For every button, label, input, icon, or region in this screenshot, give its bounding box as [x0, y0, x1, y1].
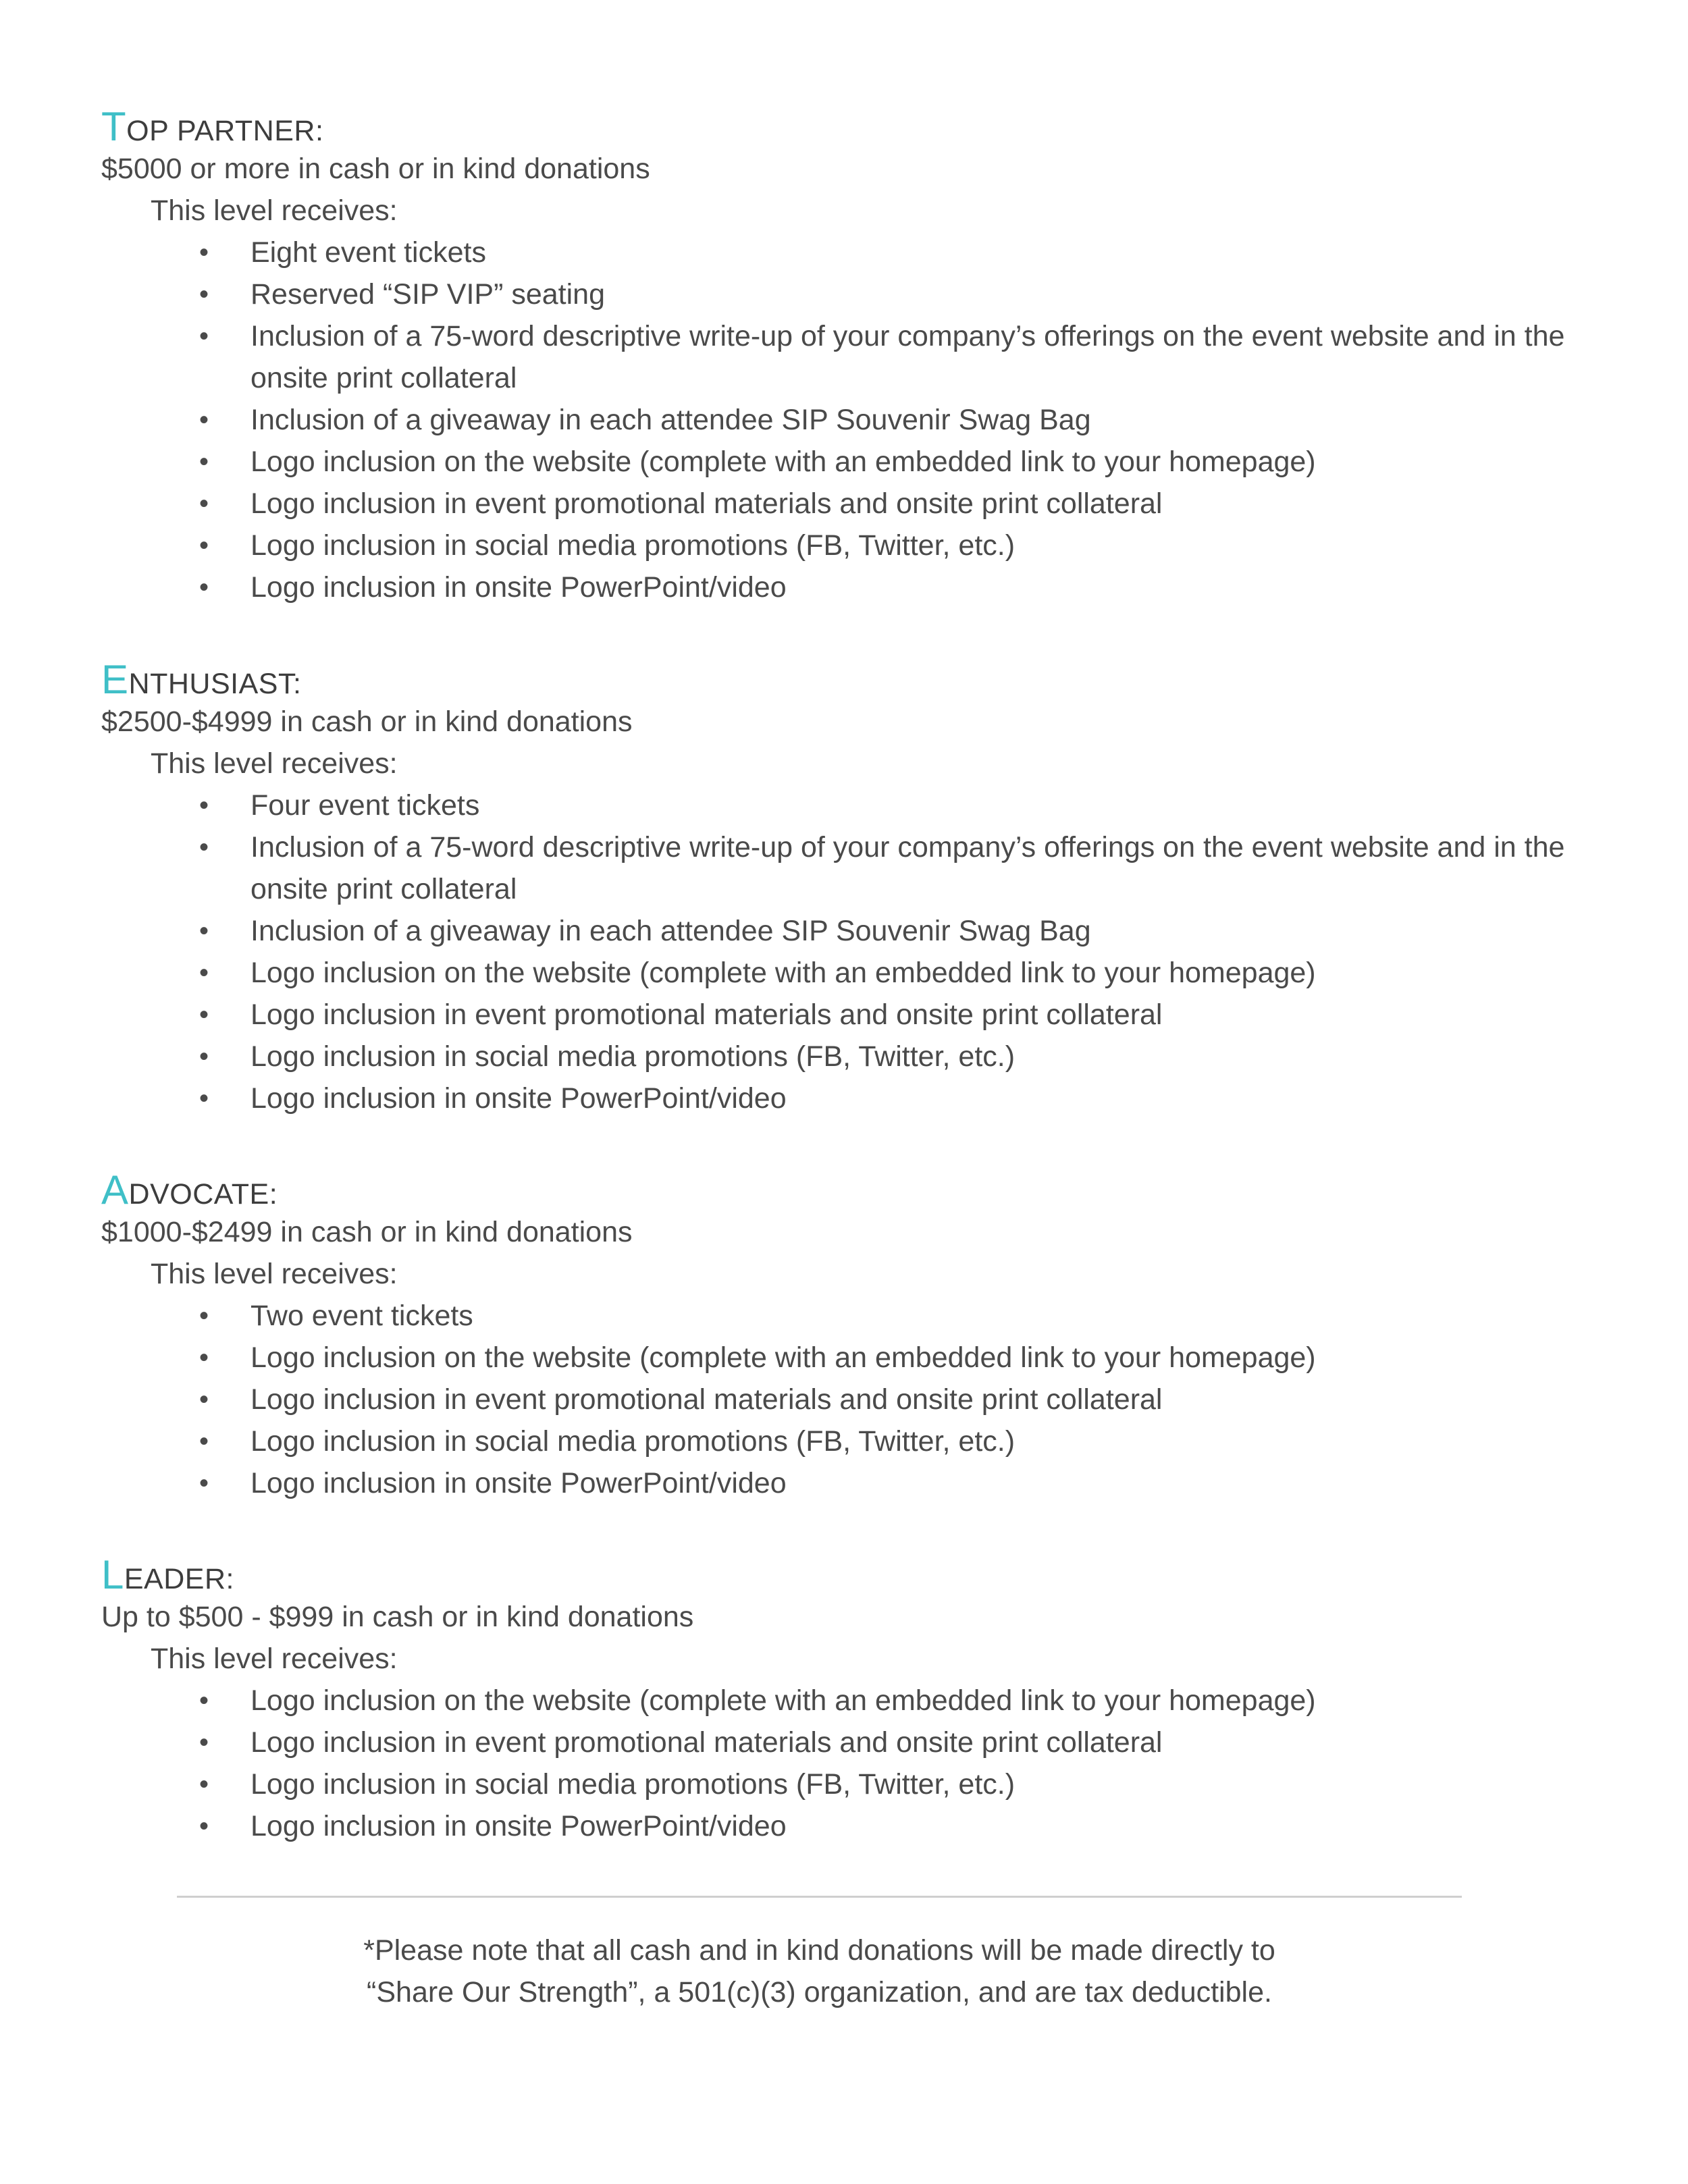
benefit-text: Logo inclusion in onsite PowerPoint/video	[250, 1082, 787, 1115]
benefit-item	[101, 441, 1620, 483]
benefit-text: Inclusion of a giveaway in each attendee SIP Souvenir Swag Bag	[250, 404, 1091, 436]
level-enthusiast	[101, 659, 1620, 1119]
level-title-rest: DVOCATE:	[128, 1178, 278, 1210]
bullet-icon: •	[199, 321, 209, 351]
benefit-text: Logo inclusion in event promotional materials and onsite print collateral	[250, 1726, 1163, 1759]
level-title-rest: OP PARTNER:	[126, 115, 324, 147]
benefit-item	[101, 1379, 1620, 1420]
bullet-icon: •	[199, 489, 209, 518]
benefit-text: Reserved “SIP VIP” seating	[250, 278, 606, 311]
bullet-icon: •	[199, 1811, 209, 1841]
level-amount: $2500-$4999 in cash or in kind donations	[101, 705, 633, 738]
level-title	[101, 106, 1620, 148]
level-title-rest: EADER:	[124, 1563, 234, 1595]
bullet-icon: •	[199, 1427, 209, 1456]
level-receives: This level receives:	[151, 1643, 398, 1675]
benefit-item	[101, 784, 1620, 826]
level-amount: Up to $500 - $999 in cash or in kind donations	[101, 1601, 694, 1633]
level-title-initial: L	[101, 1552, 124, 1597]
bullet-icon: •	[199, 1084, 209, 1113]
bullet-icon: •	[199, 1686, 209, 1715]
level-title-rest: NTHUSIAST:	[128, 668, 302, 700]
benefit-text: Eight event tickets	[250, 236, 486, 269]
bullet-icon: •	[199, 958, 209, 988]
level-receives: This level receives:	[151, 1258, 398, 1290]
footnote-divider	[177, 1896, 1462, 1898]
benefit-text: Logo inclusion in event promotional materials and onsite print collateral	[250, 998, 1163, 1031]
bullet-icon: •	[199, 1385, 209, 1414]
benefit-item	[101, 826, 1620, 910]
bullet-icon: •	[199, 791, 209, 820]
benefit-item	[101, 315, 1620, 399]
bullet-icon: •	[199, 1343, 209, 1373]
bullet-icon: •	[199, 916, 209, 946]
level-title	[101, 659, 1620, 701]
level-amount: $1000-$2499 in cash or in kind donations	[101, 1216, 633, 1248]
benefit-item	[101, 399, 1620, 441]
benefit-item	[101, 1337, 1620, 1379]
benefit-list	[101, 1680, 1620, 1847]
benefit-item	[101, 994, 1620, 1036]
benefit-item	[101, 232, 1620, 273]
benefit-item	[101, 525, 1620, 566]
benefit-item	[101, 952, 1620, 994]
level-title	[101, 1554, 1620, 1596]
benefit-text: Logo inclusion in onsite PowerPoint/video	[250, 571, 787, 604]
benefit-text: Logo inclusion on the website (complete with an embedded link to your homepage)	[250, 957, 1316, 989]
bullet-icon: •	[199, 1042, 209, 1071]
benefit-list	[101, 784, 1620, 1119]
level-leader	[101, 1554, 1620, 1847]
benefit-item	[101, 1805, 1620, 1847]
benefit-list	[101, 232, 1620, 608]
bullet-icon: •	[199, 1728, 209, 1757]
benefit-text: Logo inclusion in social media promotions (FB, Twitter, etc.)	[250, 1768, 1016, 1801]
level-top-partner	[101, 106, 1620, 608]
level-title-initial: A	[101, 1167, 129, 1213]
bullet-icon: •	[199, 531, 209, 560]
level-amount: $5000 or more in cash or in kind donations	[101, 153, 650, 185]
bullet-icon: •	[199, 1000, 209, 1030]
benefit-text: Logo inclusion on the website (complete with an embedded link to your homepage)	[250, 446, 1316, 478]
benefit-text: Logo inclusion in onsite PowerPoint/video	[250, 1810, 787, 1842]
bullet-icon: •	[199, 447, 209, 477]
benefit-item	[101, 910, 1620, 952]
benefit-text: Logo inclusion in social media promotions (FB, Twitter, etc.)	[250, 529, 1016, 562]
level-title-initial: E	[101, 657, 129, 702]
benefit-item	[101, 1420, 1620, 1462]
footnote-line: “Share Our Strength”, a 501(c)(3) organization, and are tax deductible.	[367, 1976, 1272, 2008]
benefit-item	[101, 1722, 1620, 1763]
benefit-item	[101, 1036, 1620, 1077]
benefit-text: Inclusion of a 75-word descriptive write-up of your company’s offerings on the event website and in the onsite print collateral	[250, 320, 1565, 394]
benefit-text: Four event tickets	[250, 789, 480, 822]
bullet-icon: •	[199, 238, 209, 267]
bullet-icon: •	[199, 1769, 209, 1799]
benefit-item	[101, 1462, 1620, 1504]
benefit-text: Inclusion of a 75-word descriptive write-up of your company’s offerings on the event website and in the onsite print collateral	[250, 831, 1565, 905]
bullet-icon: •	[199, 405, 209, 435]
bullet-icon: •	[199, 572, 209, 602]
benefit-text: Inclusion of a giveaway in each attendee SIP Souvenir Swag Bag	[250, 915, 1091, 947]
bullet-icon: •	[199, 279, 209, 309]
benefit-text: Logo inclusion in onsite PowerPoint/video	[250, 1467, 787, 1499]
benefit-text: Logo inclusion in event promotional materials and onsite print collateral	[250, 487, 1163, 520]
benefit-text: Logo inclusion on the website (complete with an embedded link to your homepage)	[250, 1341, 1316, 1374]
benefit-item	[101, 1295, 1620, 1337]
benefit-item	[101, 1680, 1620, 1722]
benefit-item	[101, 483, 1620, 525]
benefit-text: Logo inclusion in social media promotions (FB, Twitter, etc.)	[250, 1425, 1016, 1458]
benefit-text: Logo inclusion in event promotional materials and onsite print collateral	[250, 1383, 1163, 1416]
benefit-text: Two event tickets	[250, 1300, 473, 1332]
benefit-item	[101, 273, 1620, 315]
benefit-item	[101, 1077, 1620, 1119]
bullet-icon: •	[199, 1301, 209, 1331]
bullet-icon: •	[199, 1468, 209, 1498]
level-receives: This level receives:	[151, 194, 398, 227]
footnote	[177, 1929, 1462, 2013]
benefit-list	[101, 1295, 1620, 1504]
benefit-text: Logo inclusion on the website (complete with an embedded link to your homepage)	[250, 1684, 1316, 1717]
level-advocate	[101, 1169, 1620, 1504]
level-title	[101, 1169, 1620, 1211]
benefit-text: Logo inclusion in social media promotions (FB, Twitter, etc.)	[250, 1040, 1016, 1073]
footnote-line: *Please note that all cash and in kind donations will be made directly to	[363, 1934, 1275, 1967]
bullet-icon: •	[199, 832, 209, 862]
level-title-initial: T	[101, 104, 127, 149]
benefit-item	[101, 1763, 1620, 1805]
benefit-item	[101, 566, 1620, 608]
level-receives: This level receives:	[151, 747, 398, 780]
